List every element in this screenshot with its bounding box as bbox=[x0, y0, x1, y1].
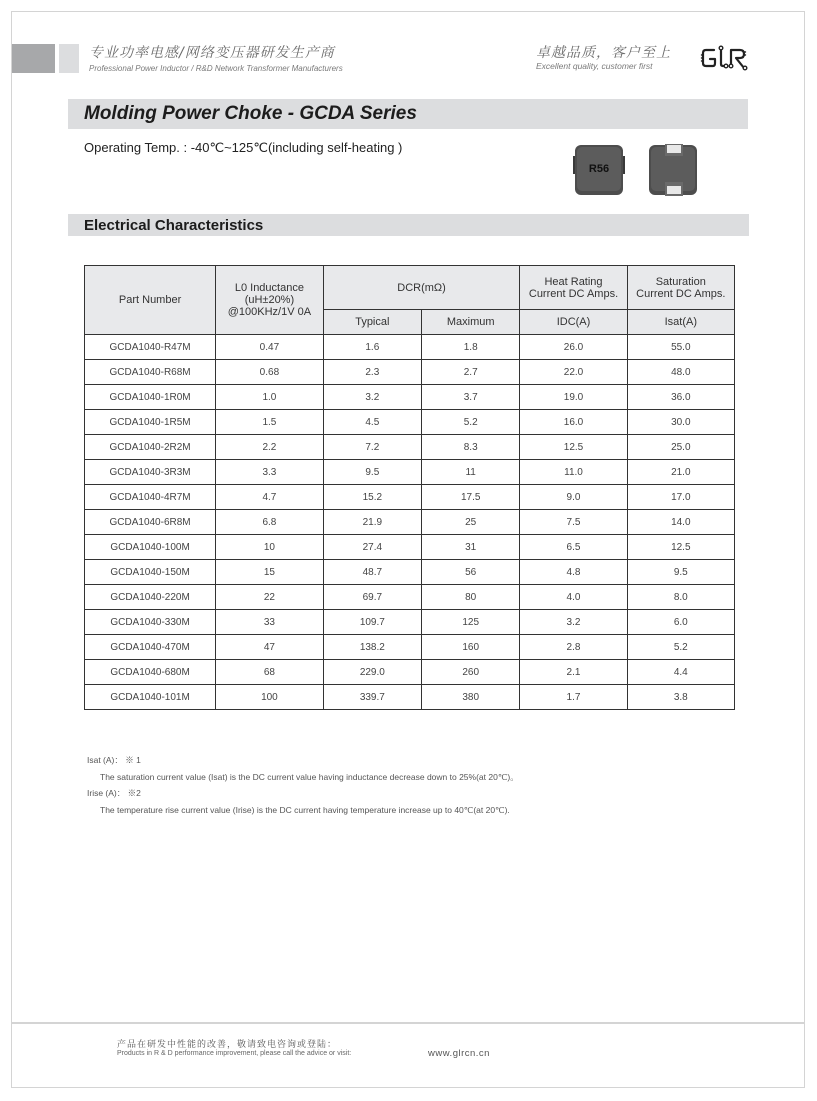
section-header bbox=[68, 214, 749, 236]
cell-dcr-maximum: 380 bbox=[421, 685, 519, 710]
cell-dcr-maximum: 1.8 bbox=[421, 335, 519, 360]
cell-isat: 25.0 bbox=[627, 435, 734, 460]
cell-part-number: GCDA1040-101M bbox=[85, 685, 216, 710]
cell-isat: 36.0 bbox=[627, 385, 734, 410]
cell-inductance: 100 bbox=[216, 685, 324, 710]
cell-isat: 4.4 bbox=[627, 660, 734, 685]
company-tagline-cn: 专业功率电感/网络变压器研发生产商 bbox=[89, 45, 335, 61]
cell-idc: 11.0 bbox=[520, 460, 627, 485]
note-isat-label: Isat (A)： ※ 1 bbox=[87, 755, 141, 765]
cell-part-number: GCDA1040-1R5M bbox=[85, 410, 216, 435]
cell-idc: 4.8 bbox=[520, 560, 627, 585]
cell-dcr-maximum: 25 bbox=[421, 510, 519, 535]
cell-part-number: GCDA1040-6R8M bbox=[85, 510, 216, 535]
cell-dcr-typical: 109.7 bbox=[323, 610, 421, 635]
cell-dcr-typical: 339.7 bbox=[323, 685, 421, 710]
cell-dcr-typical: 27.4 bbox=[323, 535, 421, 560]
cell-dcr-typical: 7.2 bbox=[323, 435, 421, 460]
title-bar bbox=[68, 99, 748, 129]
cell-part-number: GCDA1040-4R7M bbox=[85, 485, 216, 510]
page-title: Molding Power Choke - GCDA Series bbox=[84, 103, 417, 124]
table-row bbox=[85, 385, 735, 410]
table-row bbox=[85, 585, 735, 610]
cell-dcr-maximum: 17.5 bbox=[421, 485, 519, 510]
cell-idc: 4.0 bbox=[520, 585, 627, 610]
slogan-en: Excellent quality, customer first bbox=[536, 61, 653, 71]
cell-idc: 6.5 bbox=[520, 535, 627, 560]
cell-idc: 1.7 bbox=[520, 685, 627, 710]
website-link[interactable]: www.glrcn.cn bbox=[428, 1048, 490, 1059]
table-row bbox=[85, 635, 735, 660]
cell-inductance: 15 bbox=[216, 560, 324, 585]
cell-isat: 21.0 bbox=[627, 460, 734, 485]
cell-part-number: GCDA1040-470M bbox=[85, 635, 216, 660]
header-heat-line1: Heat Rating bbox=[544, 275, 603, 288]
header-decor-block-light bbox=[59, 44, 79, 73]
header-inductance-line2: (uH±20%) bbox=[244, 294, 295, 306]
header-typical: Typical bbox=[323, 310, 421, 335]
cell-inductance: 1.5 bbox=[216, 410, 324, 435]
cell-inductance: 33 bbox=[216, 610, 324, 635]
cell-idc: 9.0 bbox=[520, 485, 627, 510]
cell-isat: 8.0 bbox=[627, 585, 734, 610]
footer-note-cn: 产品在研发中性能的改善，敬请致电咨询或登陆： bbox=[117, 1040, 338, 1050]
header-inductance bbox=[216, 266, 324, 335]
cell-dcr-maximum: 8.3 bbox=[421, 435, 519, 460]
table-row bbox=[85, 410, 735, 435]
cell-idc: 19.0 bbox=[520, 385, 627, 410]
table-row bbox=[85, 510, 735, 535]
footer-divider bbox=[12, 1022, 804, 1024]
cell-idc: 16.0 bbox=[520, 410, 627, 435]
cell-isat: 48.0 bbox=[627, 360, 734, 385]
cell-inductance: 47 bbox=[216, 635, 324, 660]
table-row bbox=[85, 335, 735, 360]
cell-dcr-typical: 4.5 bbox=[323, 410, 421, 435]
product-photo bbox=[572, 142, 702, 200]
header-part-number: Part Number bbox=[85, 266, 216, 335]
cell-dcr-typical: 69.7 bbox=[323, 585, 421, 610]
cell-dcr-maximum: 80 bbox=[421, 585, 519, 610]
cell-inductance: 6.8 bbox=[216, 510, 324, 535]
cell-dcr-maximum: 5.2 bbox=[421, 410, 519, 435]
cell-inductance: 3.3 bbox=[216, 460, 324, 485]
cell-idc: 12.5 bbox=[520, 435, 627, 460]
inductor-bottom-view bbox=[649, 144, 697, 196]
cell-dcr-maximum: 2.7 bbox=[421, 360, 519, 385]
cell-dcr-typical: 15.2 bbox=[323, 485, 421, 510]
table-row bbox=[85, 685, 735, 710]
cell-dcr-typical: 9.5 bbox=[323, 460, 421, 485]
cell-isat: 55.0 bbox=[627, 335, 734, 360]
cell-isat: 12.5 bbox=[627, 535, 734, 560]
cell-part-number: GCDA1040-3R3M bbox=[85, 460, 216, 485]
cell-inductance: 0.68 bbox=[216, 360, 324, 385]
cell-dcr-typical: 48.7 bbox=[323, 560, 421, 585]
cell-dcr-maximum: 125 bbox=[421, 610, 519, 635]
cell-part-number: GCDA1040-2R2M bbox=[85, 435, 216, 460]
header-sat-line2: Current DC Amps. bbox=[636, 287, 726, 300]
note-isat-text: The saturation current value (Isat) is the DC current value having inductance decrease down to 25%(at 20℃)。 bbox=[100, 771, 519, 782]
footer-note-en: Products in R & D performance improvement, please call the advice or visit: bbox=[117, 1050, 352, 1057]
header-isat: Isat(A) bbox=[627, 310, 734, 335]
cell-inductance: 22 bbox=[216, 585, 324, 610]
cell-dcr-typical: 138.2 bbox=[323, 635, 421, 660]
cell-isat: 30.0 bbox=[627, 410, 734, 435]
note-irise-label: Irise (A)： ※2 bbox=[87, 788, 141, 798]
cell-idc: 2.8 bbox=[520, 635, 627, 660]
cell-dcr-typical: 1.6 bbox=[323, 335, 421, 360]
table-row bbox=[85, 560, 735, 585]
cell-dcr-maximum: 260 bbox=[421, 660, 519, 685]
header-inductance-line3: @100KHz/1V 0A bbox=[227, 306, 312, 318]
cell-idc: 7.5 bbox=[520, 510, 627, 535]
header-maximum: Maximum bbox=[421, 310, 519, 335]
cell-inductance: 0.47 bbox=[216, 335, 324, 360]
inductor-top-view bbox=[573, 145, 625, 195]
cell-dcr-maximum: 3.7 bbox=[421, 385, 519, 410]
cell-inductance: 68 bbox=[216, 660, 324, 685]
header-heat-line2: Current DC Amps. bbox=[528, 287, 619, 300]
cell-isat: 17.0 bbox=[627, 485, 734, 510]
cell-isat: 5.2 bbox=[627, 635, 734, 660]
cell-idc: 2.1 bbox=[520, 660, 627, 685]
operating-temperature: Operating Temp. : -40℃~125℃(including self-heating ) bbox=[84, 140, 403, 155]
cell-idc: 3.2 bbox=[520, 610, 627, 635]
table-row bbox=[85, 660, 735, 685]
cell-inductance: 4.7 bbox=[216, 485, 324, 510]
header-sat-line1: Saturation bbox=[655, 275, 706, 288]
cell-dcr-typical: 3.2 bbox=[323, 385, 421, 410]
cell-isat: 14.0 bbox=[627, 510, 734, 535]
table-row bbox=[85, 360, 735, 385]
cell-idc: 22.0 bbox=[520, 360, 627, 385]
cell-dcr-maximum: 160 bbox=[421, 635, 519, 660]
table-row bbox=[85, 610, 735, 635]
section-title: Electrical Characteristics bbox=[84, 217, 264, 234]
cell-part-number: GCDA1040-150M bbox=[85, 560, 216, 585]
cell-dcr-maximum: 56 bbox=[421, 560, 519, 585]
cell-part-number: GCDA1040-330M bbox=[85, 610, 216, 635]
cell-isat: 6.0 bbox=[627, 610, 734, 635]
cell-dcr-maximum: 31 bbox=[421, 535, 519, 560]
slogan-cn: 卓越品质，客户至上 bbox=[536, 45, 671, 61]
header-idc: IDC(A) bbox=[520, 310, 627, 335]
cell-isat: 3.8 bbox=[627, 685, 734, 710]
header-saturation bbox=[627, 266, 734, 310]
cell-dcr-typical: 21.9 bbox=[323, 510, 421, 535]
table-row bbox=[85, 460, 735, 485]
electrical-characteristics-table bbox=[84, 265, 735, 710]
header-decor-block-dark bbox=[12, 44, 55, 73]
note-irise-text: The temperature rise current value (Irise) is the DC current having temperature increase up to 40℃(at 20℃). bbox=[100, 804, 510, 815]
table-row bbox=[85, 535, 735, 560]
cell-dcr-typical: 2.3 bbox=[323, 360, 421, 385]
cell-part-number: GCDA1040-R68M bbox=[85, 360, 216, 385]
cell-dcr-typical: 229.0 bbox=[323, 660, 421, 685]
cell-inductance: 2.2 bbox=[216, 435, 324, 460]
cell-part-number: GCDA1040-680M bbox=[85, 660, 216, 685]
header-heat-rating bbox=[520, 266, 627, 310]
cell-inductance: 1.0 bbox=[216, 385, 324, 410]
table-row bbox=[85, 435, 735, 460]
cell-inductance: 10 bbox=[216, 535, 324, 560]
company-tagline-en: Professional Power Inductor / R&D Network Transformer Manufacturers bbox=[89, 64, 343, 73]
footnotes bbox=[87, 752, 519, 818]
cell-part-number: GCDA1040-220M bbox=[85, 585, 216, 610]
header-dcr: DCR(mΩ) bbox=[323, 266, 520, 310]
table-row bbox=[85, 485, 735, 510]
glr-logo-icon bbox=[700, 44, 752, 72]
cell-part-number: GCDA1040-1R0M bbox=[85, 385, 216, 410]
cell-idc: 26.0 bbox=[520, 335, 627, 360]
cell-isat: 9.5 bbox=[627, 560, 734, 585]
cell-part-number: GCDA1040-R47M bbox=[85, 335, 216, 360]
cell-part-number: GCDA1040-100M bbox=[85, 535, 216, 560]
header-inductance-line1: L0 Inductance bbox=[234, 282, 304, 294]
cell-dcr-maximum: 11 bbox=[421, 460, 519, 485]
inductor-marking: R56 bbox=[588, 163, 610, 175]
table-body bbox=[85, 335, 735, 710]
